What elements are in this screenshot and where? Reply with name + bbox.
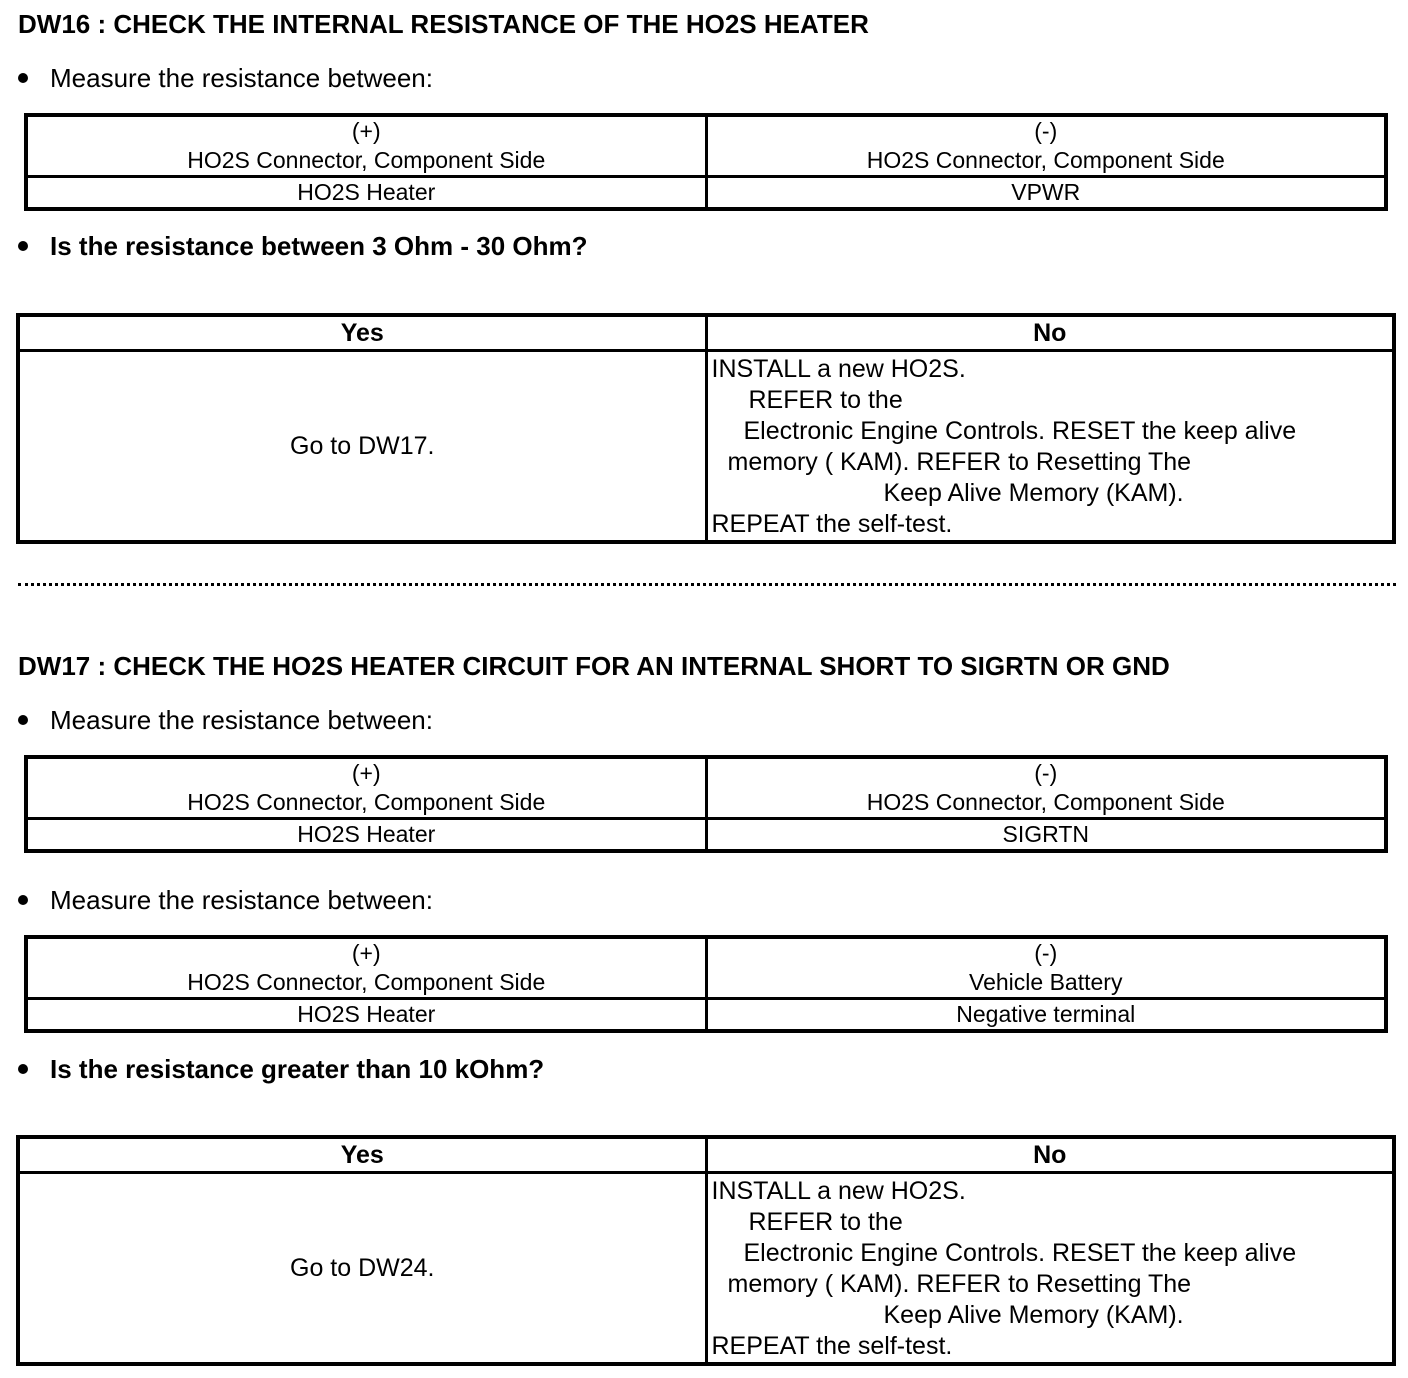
dw17-measure-table-1 <box>24 755 1388 853</box>
bullet-icon <box>18 715 28 725</box>
table-header-row <box>26 115 1386 177</box>
minus-value-cell: SIGRTN <box>706 819 1386 852</box>
dw17-measure-table-2 <box>24 935 1388 1033</box>
table-header-row <box>18 1137 1394 1173</box>
plus-value-cell: HO2S Heater <box>26 177 706 210</box>
no-header: No <box>706 1137 1394 1173</box>
yes-header: Yes <box>18 315 706 351</box>
dw17-instruction-1: Measure the resistance between: <box>18 705 433 736</box>
table-header-row <box>26 757 1386 819</box>
yes-header: Yes <box>18 1137 706 1173</box>
bullet-icon <box>18 241 28 251</box>
dw16-yes-no-table <box>16 313 1396 544</box>
minus-header-cell: (-) HO2S Connector, Component Side <box>706 115 1386 177</box>
plus-header-cell: (+) HO2S Connector, Component Side <box>26 115 706 177</box>
table-row <box>18 1173 1394 1365</box>
minus-header-cell: (-) HO2S Connector, Component Side <box>706 757 1386 819</box>
dw16-title: DW16 : CHECK THE INTERNAL RESISTANCE OF THE HO2S HEATER <box>18 9 869 39</box>
dw17-question: Is the resistance greater than 10 kOhm? <box>18 1054 544 1085</box>
dw16-question: Is the resistance between 3 Ohm - 30 Ohm? <box>18 231 588 262</box>
bullet-icon <box>18 895 28 905</box>
plus-value-cell: HO2S Heater <box>26 999 706 1032</box>
bullet-icon <box>18 1064 28 1074</box>
yes-action <box>18 351 706 543</box>
minus-value-cell: Negative terminal <box>706 999 1386 1032</box>
go-to-dw24-link[interactable]: Go to DW24. <box>290 1253 435 1282</box>
table-header-row <box>26 937 1386 999</box>
table-row <box>26 999 1386 1032</box>
table-row <box>26 819 1386 852</box>
plus-header-cell: (+) HO2S Connector, Component Side <box>26 937 706 999</box>
minus-value-cell: VPWR <box>706 177 1386 210</box>
dw17-yes-no-table <box>16 1135 1396 1366</box>
table-header-row <box>18 315 1394 351</box>
go-to-dw17-link[interactable]: Go to DW17. <box>290 431 435 460</box>
table-row <box>26 177 1386 210</box>
no-action: INSTALL a new HO2S. REFER to the Electronic Engine Controls. RESET the keep alive memory ( KAM). REFER to Resetting The Keep Alive Memory (KAM). REPEAT the self-test. <box>706 1173 1394 1365</box>
dw16-instruction-1: Measure the resistance between: <box>18 63 433 94</box>
dw17-instruction-2: Measure the resistance between: <box>18 885 433 916</box>
no-action: INSTALL a new HO2S. REFER to the Electronic Engine Controls. RESET the keep alive memory ( KAM). REFER to Resetting The Keep Alive Memory (KAM). REPEAT the self-test. <box>706 351 1394 543</box>
bullet-icon <box>18 73 28 83</box>
section-divider <box>18 583 1396 586</box>
plus-value-cell: HO2S Heater <box>26 819 706 852</box>
plus-header-cell: (+) HO2S Connector, Component Side <box>26 757 706 819</box>
no-header: No <box>706 315 1394 351</box>
dw17-title: DW17 : CHECK THE HO2S HEATER CIRCUIT FOR AN INTERNAL SHORT TO SIGRTN OR GND <box>18 651 1170 681</box>
dw16-measure-table-1 <box>24 113 1388 211</box>
table-row <box>18 351 1394 543</box>
minus-header-cell: (-) Vehicle Battery <box>706 937 1386 999</box>
yes-action <box>18 1173 706 1365</box>
